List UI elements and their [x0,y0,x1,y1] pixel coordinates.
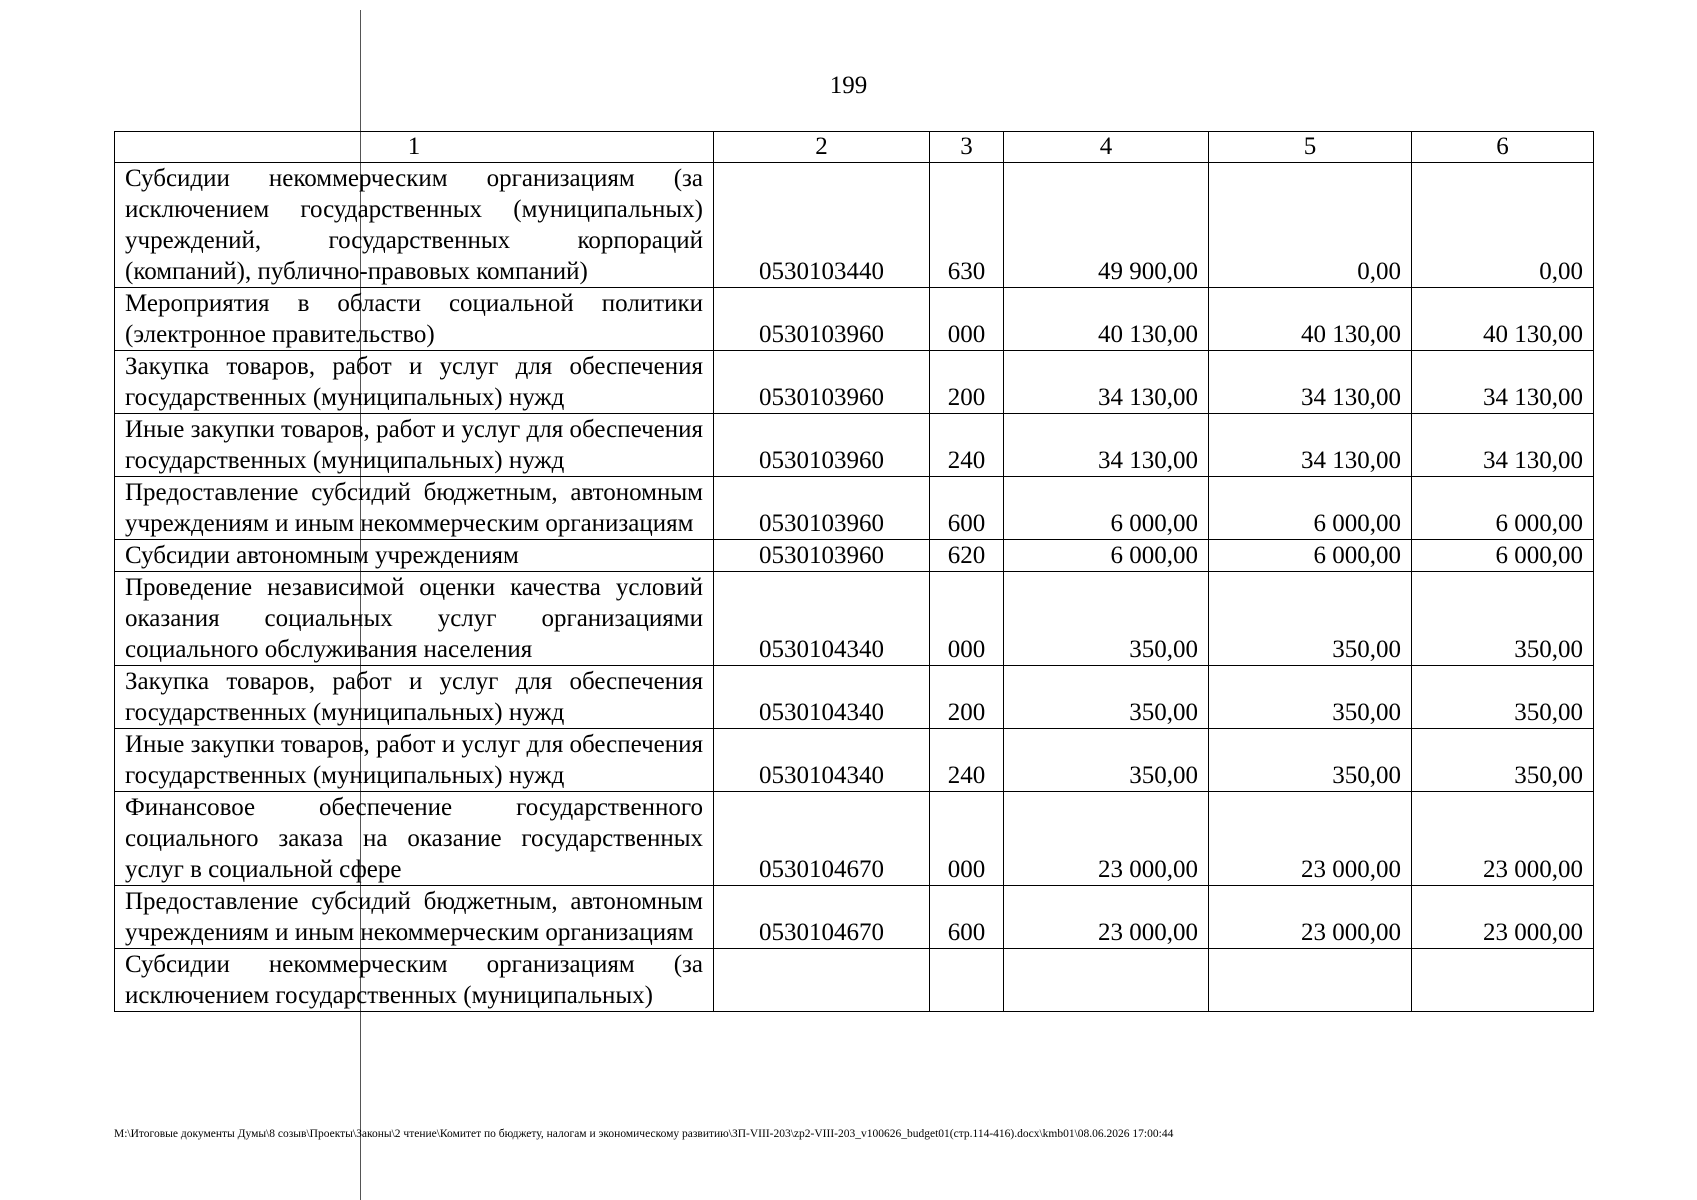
table-row [115,792,1594,886]
row-value-4: 6 000,00 [1004,540,1209,572]
column-header: 6 [1412,132,1594,163]
row-value-5: 23 000,00 [1209,886,1412,949]
row-value-4: 49 900,00 [1004,163,1209,288]
row-value-5: 6 000,00 [1209,477,1412,540]
budget-table [114,131,1594,1012]
row-value-6: 0,00 [1412,163,1594,288]
row-code: 0530103440 [714,163,930,288]
row-description: Иные закупки товаров, работ и услуг для обеспечения государственных (муниципальных) нужд [115,729,714,792]
row-code: 0530103960 [714,540,930,572]
row-value-6: 34 130,00 [1412,351,1594,414]
row-value-6: 350,00 [1412,666,1594,729]
row-value-5: 23 000,00 [1209,792,1412,886]
row-value-6 [1412,949,1594,1012]
row-description: Субсидии автономным учреждениям [115,540,714,572]
row-value-4: 350,00 [1004,572,1209,666]
row-value-4: 40 130,00 [1004,288,1209,351]
row-value-6: 6 000,00 [1412,540,1594,572]
row-description: Предоставление субсидий бюджетным, автономным учреждениям и иным некоммерческим организациям [115,477,714,540]
row-value-5: 40 130,00 [1209,288,1412,351]
row-description: Субсидии некоммерческим организациям (за исключением государственных (муниципальных) учреждений, государственных корпораций (компаний), публично-правовых компаний) [115,163,714,288]
row-value-4: 23 000,00 [1004,792,1209,886]
row-expense-type: 200 [930,666,1004,729]
table-row [115,540,1594,572]
row-value-4: 350,00 [1004,729,1209,792]
row-value-5: 6 000,00 [1209,540,1412,572]
row-code: 0530104340 [714,572,930,666]
row-expense-type: 240 [930,729,1004,792]
table-row [115,666,1594,729]
row-description: Субсидии некоммерческим организациям (за исключением государственных (муниципальных) [115,949,714,1012]
row-value-4: 34 130,00 [1004,414,1209,477]
row-expense-type: 630 [930,163,1004,288]
column-header: 1 [115,132,714,163]
row-value-5: 350,00 [1209,729,1412,792]
row-value-4: 34 130,00 [1004,351,1209,414]
row-expense-type: 200 [930,351,1004,414]
row-value-4: 23 000,00 [1004,886,1209,949]
row-value-5: 34 130,00 [1209,351,1412,414]
row-code [714,949,930,1012]
row-description: Предоставление субсидий бюджетным, автономным учреждениям и иным некоммерческим организациям [115,886,714,949]
file-path-footer: M:\Итоговые документы Думы\8 созыв\Проекты\Законы\2 чтение\Комитет по бюджету, налогам и экономическому развитию\ЗП-VIII-203\zp2-VIII-203_v100626_budget01(стр.114-416).docx\kmb01\08.06.2026 17:00:44 [114,1128,1174,1140]
row-value-6: 23 000,00 [1412,792,1594,886]
row-expense-type: 620 [930,540,1004,572]
header-row [115,132,1594,163]
row-value-4: 6 000,00 [1004,477,1209,540]
row-value-4 [1004,949,1209,1012]
row-expense-type [930,949,1004,1012]
table-row [115,572,1594,666]
table-row [115,414,1594,477]
row-value-6: 350,00 [1412,572,1594,666]
column-header: 5 [1209,132,1412,163]
table-row [115,288,1594,351]
row-description: Проведение независимой оценки качества условий оказания социальных услуг организациями социального обслуживания населения [115,572,714,666]
row-value-6: 23 000,00 [1412,886,1594,949]
row-value-5: 34 130,00 [1209,414,1412,477]
row-code: 0530104670 [714,886,930,949]
row-code: 0530103960 [714,414,930,477]
row-expense-type: 000 [930,288,1004,351]
table-row [115,477,1594,540]
row-expense-type: 600 [930,886,1004,949]
table-row [115,163,1594,288]
row-value-6: 6 000,00 [1412,477,1594,540]
row-expense-type: 600 [930,477,1004,540]
row-value-5: 350,00 [1209,572,1412,666]
row-description: Закупка товаров, работ и услуг для обеспечения государственных (муниципальных) нужд [115,351,714,414]
row-description: Финансовое обеспечение государственного социального заказа на оказание государственных услуг в социальной сфере [115,792,714,886]
row-code: 0530103960 [714,351,930,414]
row-value-6: 40 130,00 [1412,288,1594,351]
row-value-6: 34 130,00 [1412,414,1594,477]
row-value-5 [1209,949,1412,1012]
table-row [115,949,1594,1012]
row-expense-type: 000 [930,792,1004,886]
table-row [115,351,1594,414]
row-code: 0530104340 [714,666,930,729]
row-expense-type: 000 [930,572,1004,666]
table-row [115,729,1594,792]
column-header: 3 [930,132,1004,163]
table-row [115,886,1594,949]
row-description: Иные закупки товаров, работ и услуг для обеспечения государственных (муниципальных) нужд [115,414,714,477]
row-code: 0530104670 [714,792,930,886]
row-value-6: 350,00 [1412,729,1594,792]
row-code: 0530104340 [714,729,930,792]
row-code: 0530103960 [714,477,930,540]
row-value-5: 350,00 [1209,666,1412,729]
column-header: 2 [714,132,930,163]
row-value-4: 350,00 [1004,666,1209,729]
row-value-5: 0,00 [1209,163,1412,288]
column-header: 4 [1004,132,1209,163]
row-description: Мероприятия в области социальной политики (электронное правительство) [115,288,714,351]
page-number: 199 [829,72,868,99]
row-code: 0530103960 [714,288,930,351]
row-description: Закупка товаров, работ и услуг для обеспечения государственных (муниципальных) нужд [115,666,714,729]
row-expense-type: 240 [930,414,1004,477]
